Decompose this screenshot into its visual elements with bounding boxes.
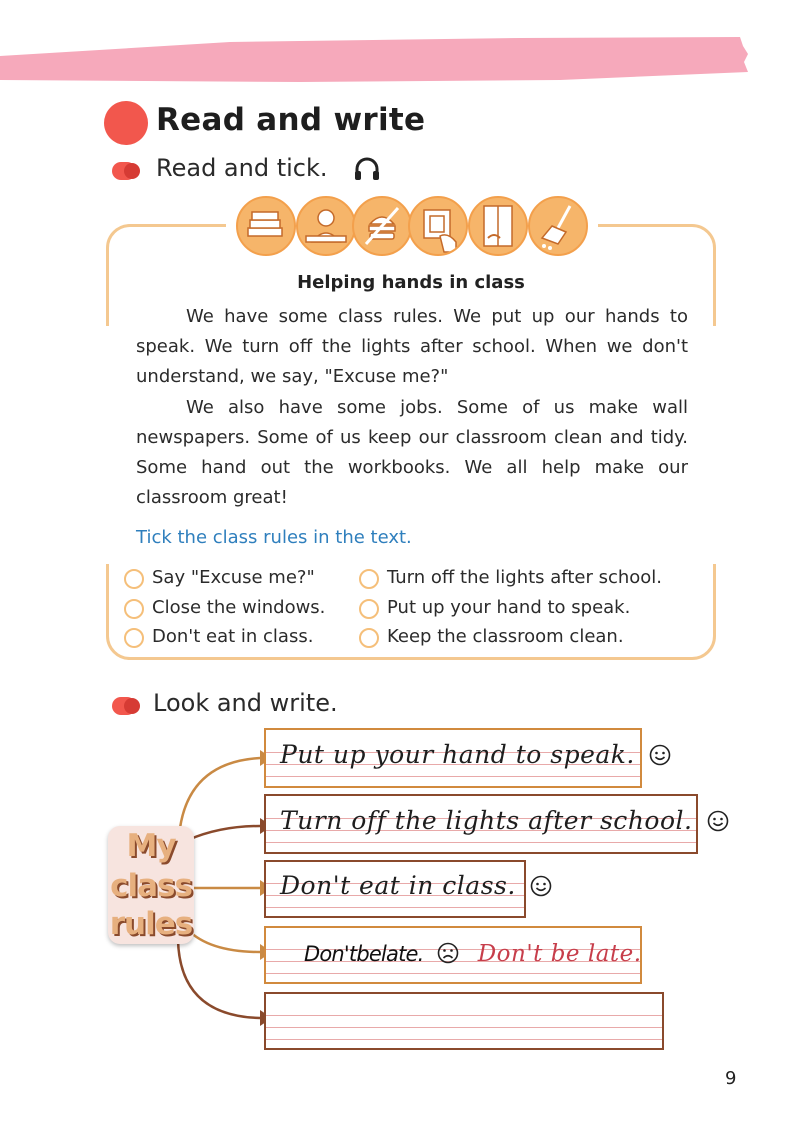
section-bullet [104, 101, 148, 145]
smiley-icon [530, 875, 552, 897]
option-turn-off-lights[interactable]: Turn off the lights after school. [359, 564, 662, 592]
story-title: Helping hands in class [297, 272, 525, 293]
writing-strip-2 [264, 794, 698, 854]
my-class-rules-card [108, 826, 194, 944]
strip-correction: Don't be late. [477, 941, 642, 967]
card-word-rules: rules [109, 906, 193, 942]
story-paragraph-2: We also have some jobs. Some of us make wall newspapers. Some of us keep our classroom clean and tidy. Some hand out the workbooks. We all help make our classroom great! [136, 397, 688, 508]
writing-strip-3 [264, 860, 526, 918]
broom-icon [528, 196, 588, 256]
no-food-icon [352, 196, 412, 256]
tick-circle[interactable] [359, 628, 379, 648]
strip-text-3: Don't eat in class. [280, 871, 516, 900]
page-number: 9 [725, 1068, 737, 1089]
smiley-icon [649, 744, 671, 766]
option-keep-clean[interactable]: Keep the classroom clean. [359, 623, 624, 651]
strip-text-1: Put up your hand to speak. [280, 740, 635, 769]
card-word-class: class [110, 868, 192, 904]
story-paragraph-1: We have some class rules. We put up our hands to speak. We turn off the lights after school. When we don't understand, we say, "Excuse me?" [136, 306, 688, 387]
section-title: Read and write [156, 102, 426, 138]
books-icon [236, 196, 296, 256]
writing-strip-4 [264, 926, 642, 984]
light-switch-icon [408, 196, 468, 256]
tick-circle[interactable] [124, 599, 144, 619]
card-word-my: My [126, 828, 176, 864]
top-banner [0, 34, 800, 84]
tick-circle[interactable] [124, 628, 144, 648]
activity-title-read: Read and tick. [156, 154, 328, 182]
option-dont-eat[interactable]: Don't eat in class. [124, 623, 313, 651]
tick-circle[interactable] [124, 569, 144, 589]
writing-strip-1 [264, 728, 642, 788]
option-put-up-hand[interactable]: Put up your hand to speak. [359, 594, 630, 622]
tick-circle[interactable] [359, 599, 379, 619]
box-border-gap-left [100, 326, 114, 564]
smiley-icon [707, 810, 729, 832]
box-border-gap-right [709, 326, 723, 564]
window-icon [468, 196, 528, 256]
activity-bullet [112, 697, 136, 715]
tick-instruction: Tick the class rules in the text. [136, 527, 412, 548]
headphones-icon [352, 154, 382, 184]
strip-text-4-mistake: Don'tbelate. [304, 942, 424, 966]
strip-text-2: Turn off the lights after school. [280, 806, 693, 835]
option-say-excuse-me[interactable]: Say "Excuse me?" [124, 564, 315, 592]
teacher-icon [296, 196, 356, 256]
option-close-windows[interactable]: Close the windows. [124, 594, 325, 622]
writing-strip-5-blank[interactable] [264, 992, 664, 1050]
activity-bullet [112, 162, 136, 180]
activity-title-write: Look and write. [153, 689, 338, 717]
sad-face-icon [437, 942, 459, 964]
tick-circle[interactable] [359, 569, 379, 589]
